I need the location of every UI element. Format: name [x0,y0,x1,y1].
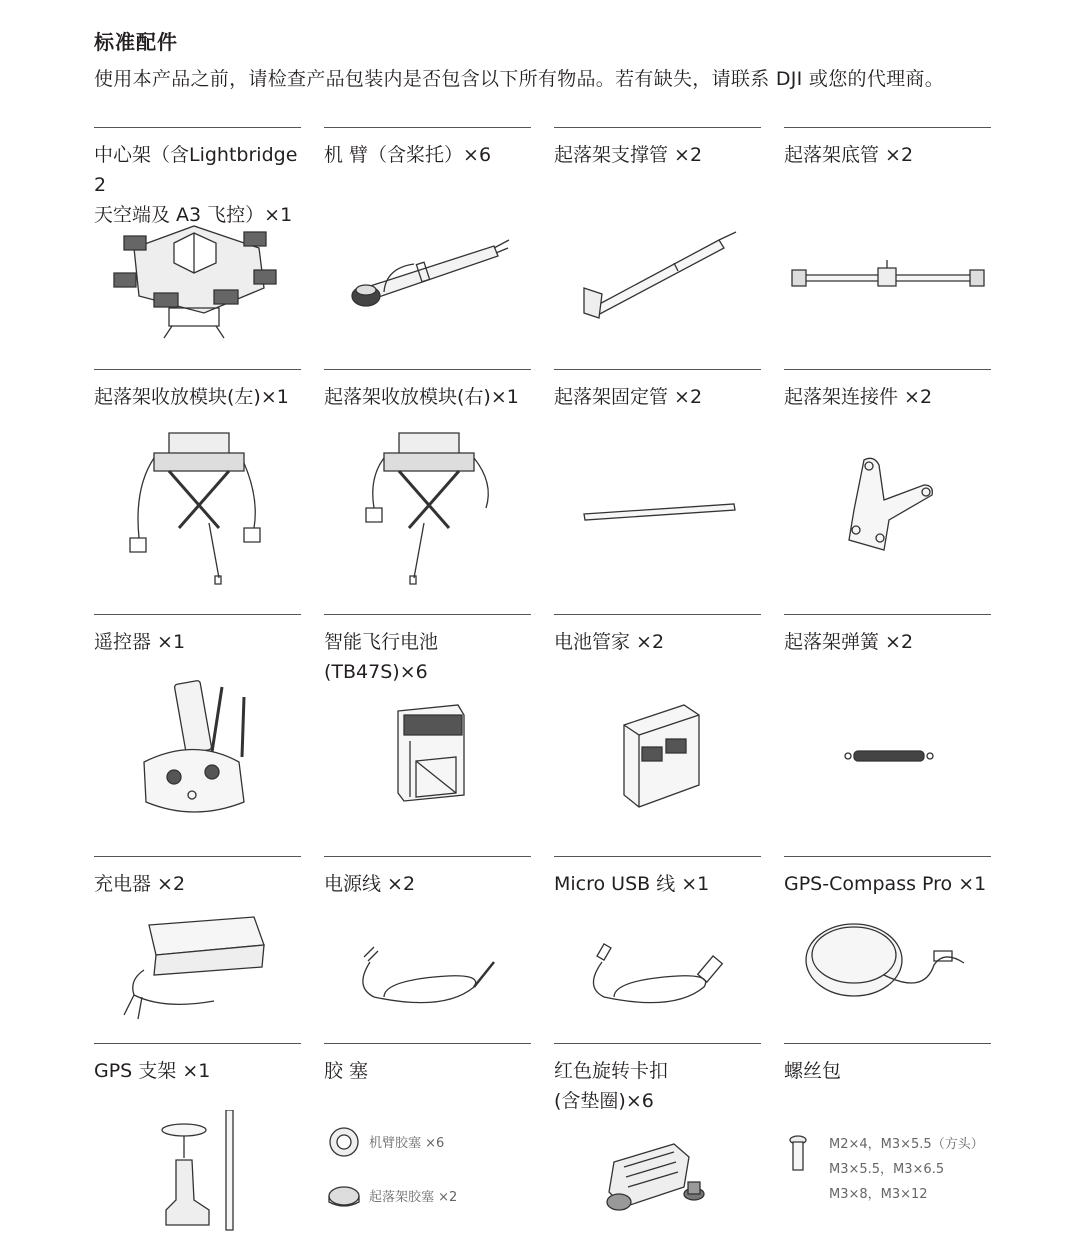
item-label: Micro USB 线 ×1 [554,873,710,895]
item-micro-usb-cable [554,856,761,1044]
rotary-clasp-icon [554,1132,761,1237]
item-label: 起落架底管 ×2 [784,144,914,166]
item-label: 起落架弹簧 ×2 [784,631,914,653]
item-retract-right [324,369,531,615]
retract-module-right-icon [324,428,531,588]
retract-module-left-icon [94,428,301,588]
item-label: 红色旋转卡扣 (含垫圈)×6 [554,1060,669,1112]
arm-icon [324,218,531,338]
item-label: 机 臂（含桨托）×6 [324,144,492,166]
item-label: 起落架收放模块(左)×1 [94,386,289,408]
gps-mount-icon [94,1110,301,1235]
screw-line-1: M2×4，M3×5.5（方头） [829,1137,984,1152]
landing-plug-text: 起落架胶塞 ×2 [369,1190,458,1205]
item-rubber-plug [324,1043,531,1244]
item-label: 起落架连接件 ×2 [784,386,933,408]
intro-text: 使用本产品之前，请检查产品包装内是否包含以下所有物品。若有缺失，请联系 DJI 或您的代理商。 [94,68,945,90]
item-rotary-clasp [554,1043,761,1244]
item-label: 胶 塞 [324,1060,369,1082]
spring-icon [784,741,991,771]
gps-compass-icon [784,915,991,1035]
remote-controller-icon [94,677,301,847]
item-gps-compass [784,856,991,1044]
item-screw-pack [784,1043,991,1244]
item-power-cable [324,856,531,1044]
arm-plug-text: 机臂胶塞 ×6 [369,1136,445,1151]
power-cable-icon [324,917,531,1027]
item-flight-battery [324,614,531,857]
item-fixing-tube [554,369,761,615]
flight-battery-icon [324,701,531,811]
micro-usb-cable-icon [554,917,761,1027]
bottom-tube-icon [784,238,991,318]
item-remote-controller [94,614,301,857]
screw-pack-icon [784,1124,991,1214]
charger-icon [94,915,301,1035]
item-arm [324,127,531,370]
item-battery-station [554,614,761,857]
item-connector-bracket [784,369,991,615]
center-frame-icon [94,208,301,348]
item-bottom-tube [784,127,991,370]
item-label: 电池管家 ×2 [554,631,665,653]
item-charger [94,856,301,1044]
item-label: 电源线 ×2 [324,873,416,895]
item-support-tube [554,127,761,370]
fixing-tube-icon [554,490,761,530]
connector-bracket-icon [784,450,991,560]
item-retract-left [94,369,301,615]
screw-line-2: M3×5.5，M3×6.5 [829,1162,945,1177]
item-label: GPS-Compass Pro ×1 [784,873,987,895]
item-label: 起落架支撑管 ×2 [554,144,703,166]
item-label: 遥控器 ×1 [94,631,186,653]
item-label: GPS 支架 ×1 [94,1060,211,1082]
item-label: 充电器 ×2 [94,873,186,895]
item-label: 智能飞行电池 (TB47S)×6 [324,631,439,683]
item-label: 中心架（含Lightbridge 2 天空端及 A3 飞控）×1 [94,144,298,226]
item-gps-mount [94,1043,301,1244]
support-tube-icon [554,218,761,338]
item-label: 螺丝包 [784,1060,842,1082]
item-label: 起落架固定管 ×2 [554,386,703,408]
page-title: 标准配件 [94,30,178,54]
item-center-frame [94,127,301,370]
item-spring [784,614,991,857]
rubber-plug-icon [324,1120,531,1220]
item-label: 起落架收放模块(右)×1 [324,386,519,408]
battery-station-icon [554,695,761,815]
screw-line-3: M3×8，M3×12 [829,1187,928,1202]
